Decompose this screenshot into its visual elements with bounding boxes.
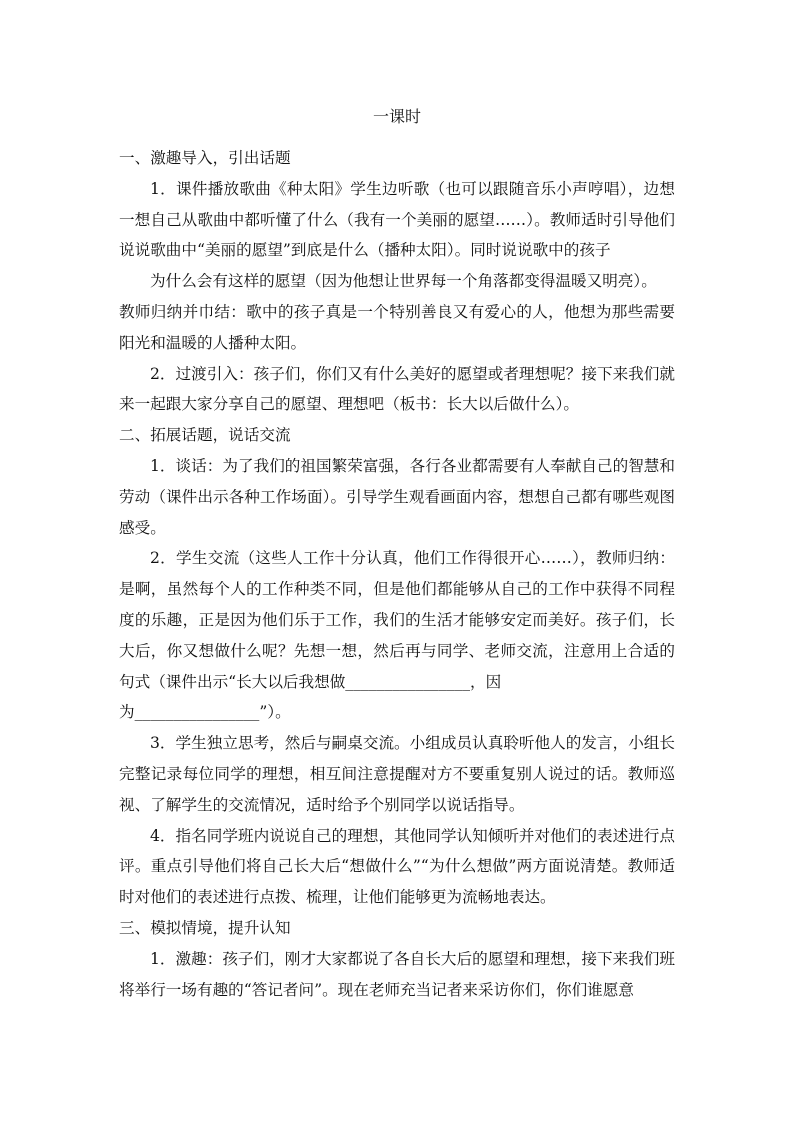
paragraph: 2．学生交流（这些人工作十分认真，他们工作得很开心……），教师归纳：是啊，虽然每个人的工作种类不同，但是他们都能够从自己的工作中获得不同程度的乐趣，正是因为他们乐于工作，我们的生活才能够安定而美好。孩子们，长大后，你又想做什么呢？先想一想，然后再与同学、老师交流，注意用上合适的句式（课件出示“长大以后我想做________________，因 [119, 549, 675, 691]
section-heading: 一、激趣导入，引出话题 [119, 149, 291, 167]
paragraph: 1．课件播放歌曲《种太阳》学生边听歌（也可以跟随音乐小声哼唱），边想一想自己从歌曲中都听懂了什么（我有一个美丽的愿望……）。教师适时引导他们说说歌曲中“美丽的愿望”到底是什么（播种太阳）。同时说说歌中的孩子 [119, 179, 675, 260]
lesson-title: 一课时 [372, 107, 421, 126]
paragraph: 4．指名同学班内说说自己的理想，其他同学认知倾听并对他们的表述进行点评。重点引导他们将自己长大后“想做什么”“为什么想做”两方面说清楚。教师适时对他们的表述进行点拨、梳理，让他们能够更为流畅地表达。 [119, 826, 675, 907]
section-heading: 三、模拟情境，提升认知 [119, 918, 291, 937]
paragraph: 1．谈话：为了我们的祖国繁荣富强，各行各业都需要有人奉献自己的智慧和劳动（课件出示各种工作场面）。引导学生观看画面内容，想想自己都有哪些观图感受。 [119, 456, 675, 537]
paragraph-line: 为什么会有这样的愿望（因为他想让世界每一个角落都变得温暖又明亮）。 [150, 272, 657, 291]
paragraph-continuation: 教师归纳并巾结：歌中的孩子真是一个特别善良又有爱心的人，他想为那些需要阳光和温暖的人播种太阳。 [119, 302, 675, 352]
paragraph: 1．激趣：孩子们，刚才大家都说了各自长大后的愿望和理想，接下来我们班将举行一场有趣的“答记者问”。现在老师充当记者来采访你们，你们谁愿意 [119, 949, 675, 999]
section-heading: 二、拓展话题，说话交流 [119, 426, 291, 445]
paragraph-continuation: 为________________”）。 [119, 703, 291, 722]
paragraph: 2．过渡引入：孩子们，你们又有什么美好的愿望或者理想呢？接下来我们就来一起跟大家分享自己的愿望、理想吧（板书：长大以后做什么）。 [119, 364, 675, 414]
paragraph: 3．学生独立思考，然后与嗣桌交流。小组成员认真聆听他人的发言，小组长完整记录每位同学的理想，相互间注意提醒对方不要重复别人说过的话。教师巡视、了解学生的交流情况，适时给予个别同学以说话指导。 [119, 734, 675, 814]
document-body [119, 143, 675, 1005]
